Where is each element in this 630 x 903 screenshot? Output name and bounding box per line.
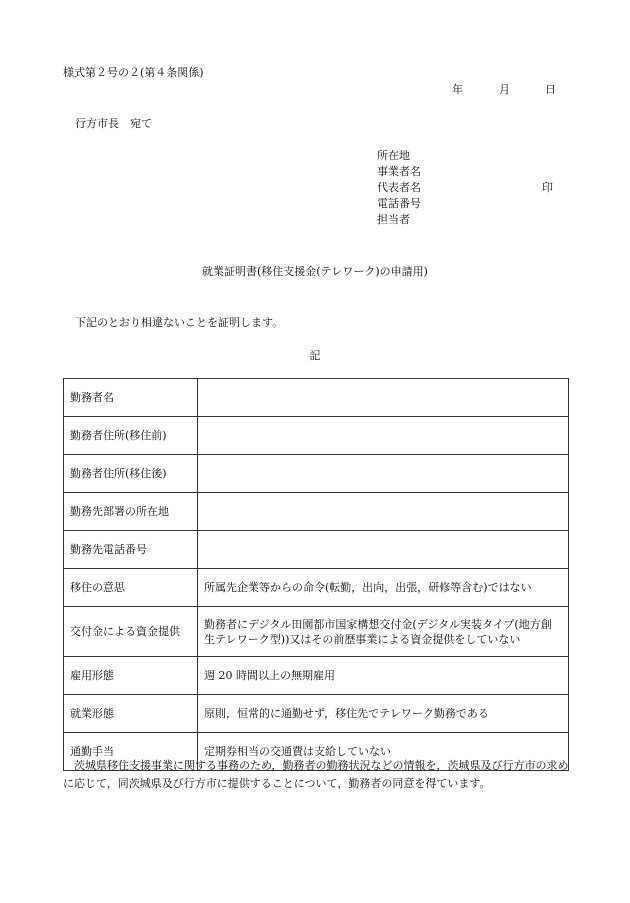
- table-row: [64, 531, 569, 569]
- row-value-worker-name[interactable]: [198, 379, 569, 417]
- table-row: [64, 657, 569, 695]
- sender-address-label: 所在地: [377, 149, 410, 162]
- row-label-address-before: 勤務者住所(移住前): [64, 417, 198, 455]
- row-value-office-phone[interactable]: [198, 531, 569, 569]
- row-label-worker-name: 勤務者名: [64, 379, 198, 417]
- row-value-work-style: 原則，恒常的に通勤せず，移住先でテレワーク勤務である: [198, 695, 569, 733]
- table-row: [64, 695, 569, 733]
- row-label-commute-allowance: 通勤手当: [64, 733, 198, 771]
- certificate-table: [63, 378, 569, 771]
- sender-representative-label: 代表者名: [377, 181, 421, 194]
- row-label-office-location: 勤務先部署の所在地: [64, 493, 198, 531]
- form-number: 様式第２号の２(第４条関係): [63, 66, 204, 79]
- consent-note: 茨城県移住支援事業に関する事務のため，勤務者の勤務状況などの情報を，茨城県及び行方市の求めに応じて，同茨城県及び行方市に提供することについて，勤務者の同意を得ています。: [63, 759, 569, 790]
- row-value-office-location[interactable]: [198, 493, 569, 531]
- table-row: [64, 493, 569, 531]
- document-title: 就業証明書(移住支援金(テレワーク)の申請用): [202, 265, 428, 278]
- row-value-relocation-intent: 所属先企業等からの命令(転勤，出向，出張，研修等含む)ではない: [198, 569, 569, 607]
- ki-heading: 記: [309, 349, 321, 362]
- row-label-office-phone: 勤務先電話番号: [64, 531, 198, 569]
- row-label-employment-type: 雇用形態: [64, 657, 198, 695]
- date-line: [0, 83, 630, 97]
- row-value-employment-type: 週 20 時間以上の無期雇用: [198, 657, 569, 695]
- row-value-grant-funding: 勤務者にデジタル田園都市国家構想交付金(デジタル実装タイプ(地方創生テレワーク型))又はその前歴事業による資金提供をしていない: [198, 607, 569, 657]
- row-value-address-before[interactable]: [198, 417, 569, 455]
- sender-business-row: [377, 165, 557, 179]
- sender-contact-row: [377, 213, 557, 227]
- row-label-work-style: 就業形態: [64, 695, 198, 733]
- table-row: [64, 379, 569, 417]
- table-row: [64, 607, 569, 657]
- date-day-label: 日: [545, 83, 556, 96]
- row-label-grant-funding: 交付金による資金提供: [64, 607, 198, 657]
- addressee: 行方市長 宛て: [75, 117, 152, 130]
- sender-representative-row: [377, 181, 557, 195]
- table-row: [64, 417, 569, 455]
- row-label-relocation-intent: 移住の意思: [64, 569, 198, 607]
- table-row: [64, 455, 569, 493]
- row-value-address-after[interactable]: [198, 455, 569, 493]
- sender-business-name-label: 事業者名: [377, 165, 421, 178]
- sender-phone-label: 電話番号: [377, 197, 421, 210]
- sender-contact-label: 担当者: [377, 213, 410, 226]
- row-value-commute-allowance: 定期券相当の交通費は支給していない: [198, 733, 569, 771]
- sender-phone-row: [377, 197, 557, 211]
- date-month-label: 月: [499, 83, 510, 96]
- table-row: [64, 569, 569, 607]
- date-year-label: 年: [452, 83, 463, 96]
- sender-address-row: [377, 149, 557, 163]
- row-label-address-after: 勤務者住所(移住後): [64, 455, 198, 493]
- sender-block: [377, 149, 567, 233]
- seal-mark: 印: [542, 181, 553, 194]
- intro-text: 下記のとおり相違ないことを証明します。: [75, 316, 284, 329]
